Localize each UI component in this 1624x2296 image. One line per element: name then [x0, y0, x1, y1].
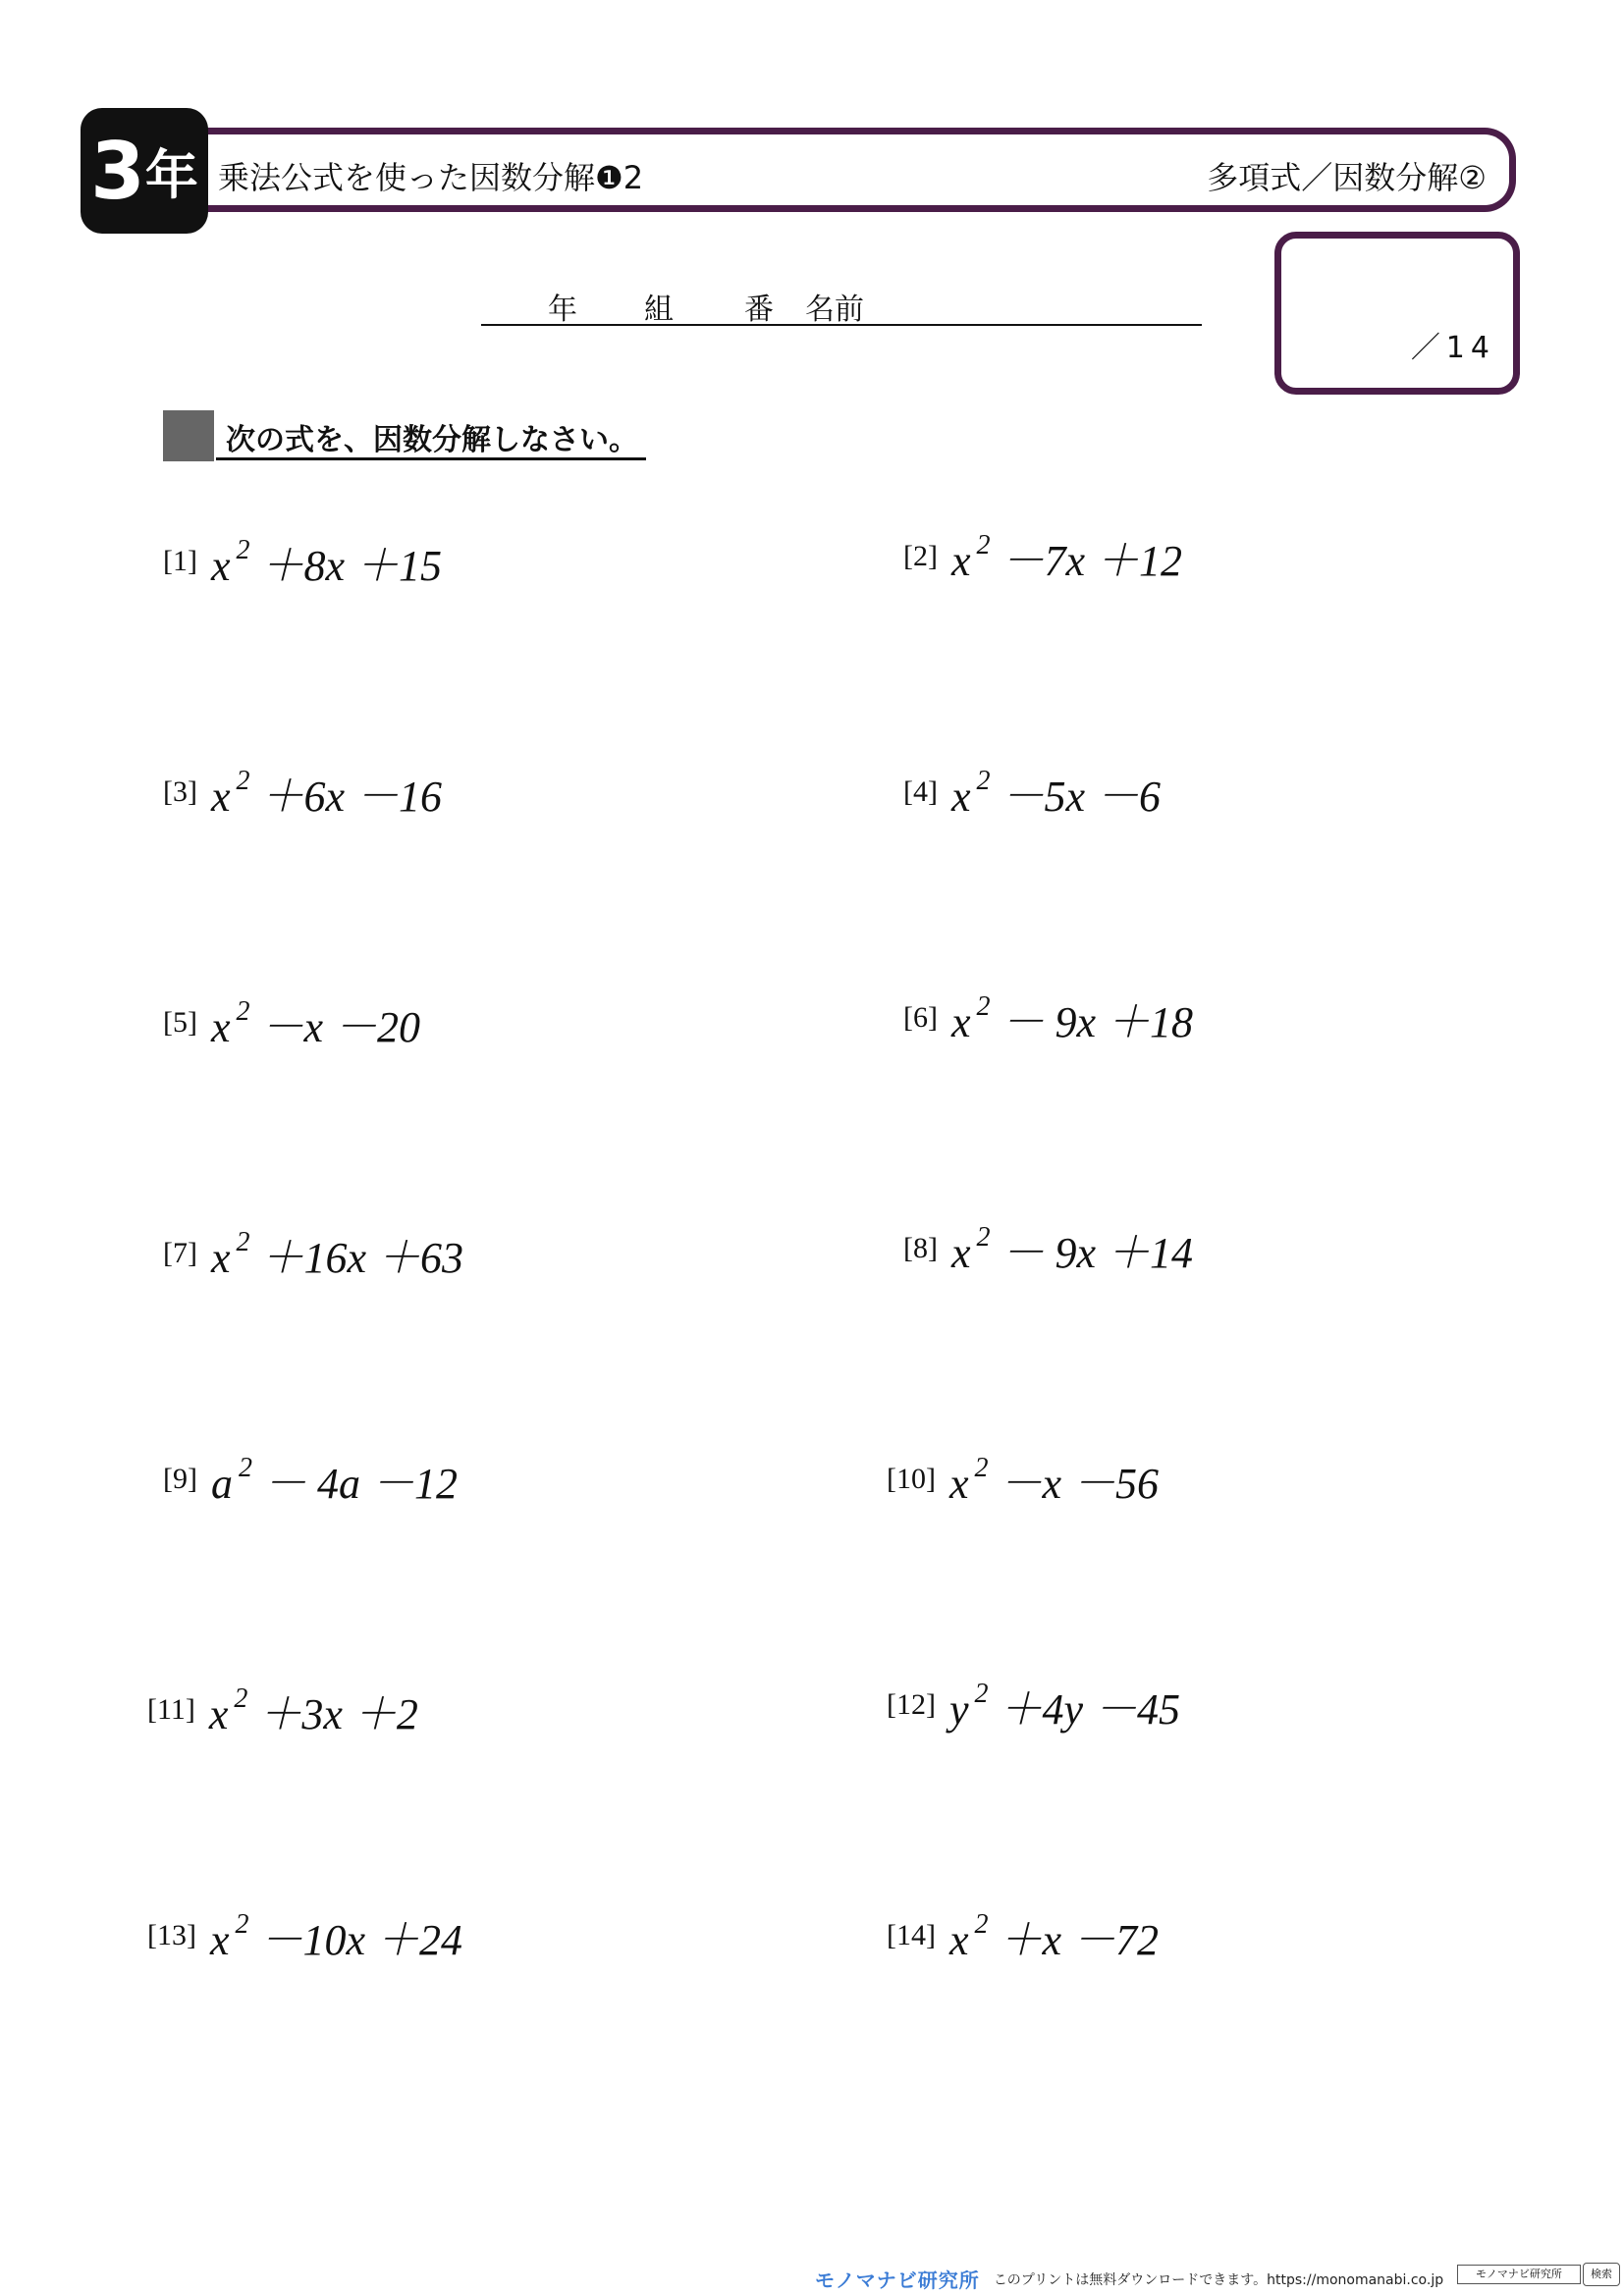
- unit-title: 多項式／因数分解②: [1207, 159, 1487, 196]
- problem-7: [163, 1222, 463, 1285]
- problem-number: [6]: [903, 1001, 938, 1034]
- problem-number: [8]: [903, 1232, 938, 1264]
- instruction: 次の式を、因数分解しなさい。: [216, 424, 646, 460]
- class-label: 組: [644, 293, 674, 327]
- problem-expression: x $^2$ ＋x －72: [948, 1909, 1160, 1964]
- problem-expression: x $^2$ ＋8x ＋15: [210, 535, 443, 590]
- name-label: 名前: [805, 293, 864, 327]
- problem-number: [2]: [903, 540, 938, 572]
- grade-badge: [81, 108, 208, 234]
- problem-expression: x $^2$ －10x ＋24: [209, 1909, 463, 1964]
- search-button[interactable]: 検索: [1583, 2263, 1620, 2286]
- problem-11: [147, 1679, 418, 1741]
- footer-note: このプリントは無料ダウンロードできます。https://monomanabi.co.jp: [993, 2271, 1444, 2288]
- problem-5: [163, 991, 420, 1054]
- problem-number: [5]: [163, 1006, 197, 1039]
- problem-expression: x $^2$ ＋16x ＋63: [210, 1227, 464, 1282]
- score-total: ／14: [1410, 331, 1495, 365]
- problem-expression: x $^2$ ＋6x －16: [210, 766, 443, 821]
- problem-number: [1]: [163, 545, 197, 577]
- score-box: [1274, 232, 1520, 395]
- number-label: 番: [744, 293, 774, 327]
- worksheet-title: 乗法公式を使った因数分解❶2: [218, 159, 644, 196]
- problem-9: [163, 1448, 458, 1511]
- problem-expression: x $^2$ －5x －6: [950, 766, 1162, 821]
- problem-8: [903, 1217, 1193, 1280]
- problem-expression: x $^2$ －x －56: [948, 1453, 1160, 1508]
- site-logo: モノマナビ研究所: [815, 2269, 980, 2292]
- problem-number: [13]: [147, 1919, 196, 1951]
- problem-14: [887, 1904, 1159, 1967]
- problem-number: [11]: [147, 1693, 195, 1726]
- problem-expression: x $^2$ － 9x ＋18: [950, 991, 1194, 1046]
- grade-suffix: 年: [144, 143, 198, 206]
- year-label: 年: [548, 293, 577, 327]
- problem-10: [887, 1448, 1159, 1511]
- problem-number: [9]: [163, 1463, 197, 1495]
- problem-12: [887, 1674, 1180, 1736]
- problem-4: [903, 761, 1161, 824]
- problem-3: [163, 761, 442, 824]
- problem-number: [4]: [903, 775, 938, 808]
- problem-1: [163, 530, 442, 593]
- problem-number: [14]: [887, 1919, 936, 1951]
- instruction-marker: [163, 410, 214, 461]
- footer: [815, 2265, 1443, 2293]
- problem-expression: x $^2$ －x －20: [210, 996, 421, 1051]
- problem-number: [12]: [887, 1688, 936, 1721]
- problem-number: [10]: [887, 1463, 936, 1495]
- problem-6: [903, 987, 1193, 1049]
- problem-2: [903, 525, 1182, 588]
- problem-13: [147, 1904, 462, 1967]
- problem-expression: y $^2$ ＋4y －45: [948, 1679, 1181, 1734]
- problem-number: [3]: [163, 775, 197, 808]
- problem-expression: a $^2$ － 4a －12: [210, 1453, 458, 1508]
- problem-expression: x $^2$ ＋3x ＋2: [208, 1683, 418, 1738]
- problem-expression: x $^2$ － 9x ＋14: [950, 1222, 1194, 1277]
- problem-number: [7]: [163, 1237, 197, 1269]
- search-input[interactable]: モノマナビ研究所: [1457, 2265, 1581, 2284]
- grade-number: 3: [90, 125, 143, 217]
- problem-expression: x $^2$ －7x ＋12: [950, 530, 1183, 585]
- name-line: [481, 285, 1202, 326]
